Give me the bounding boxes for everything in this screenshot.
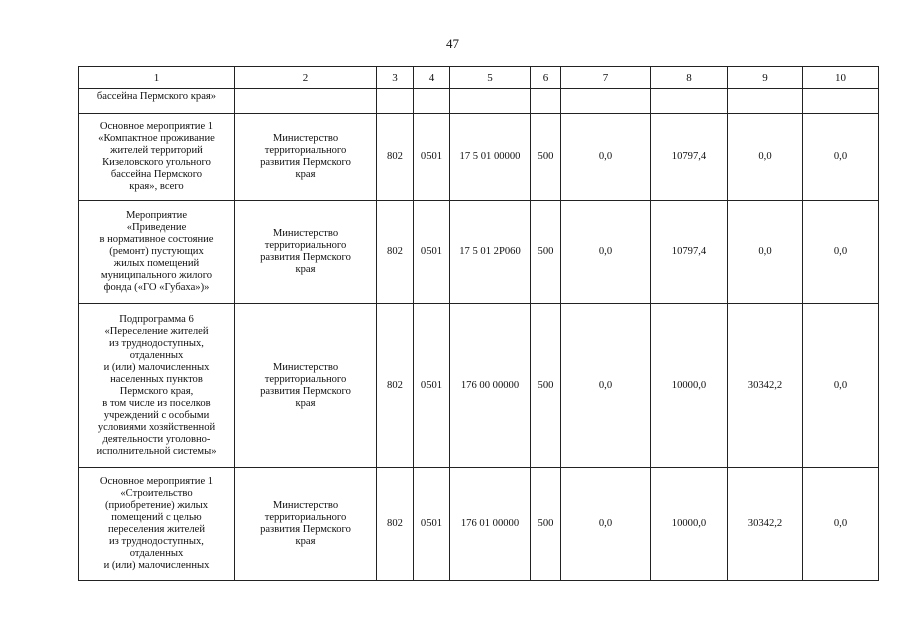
row-executor-cell: Министерство территориального развития Пермского края: [235, 114, 377, 201]
table-row: [79, 304, 879, 468]
budget-table: [78, 66, 879, 581]
table-row: [79, 114, 879, 201]
empty-cell: [561, 89, 651, 114]
header-col-9: 9: [728, 67, 803, 89]
row-value-8-cell: 10000,0: [651, 304, 728, 468]
row-csr-cell: 17 5 01 2Р060: [450, 201, 531, 304]
empty-cell: [728, 89, 803, 114]
row-value-7-cell: 0,0: [561, 304, 651, 468]
empty-cell: [450, 89, 531, 114]
row-section-cell: 0501: [414, 114, 450, 201]
continuation-row: [79, 89, 879, 114]
row-grbs-cell: 802: [377, 201, 414, 304]
row-vr-cell: 500: [531, 468, 561, 581]
header-col-6: 6: [531, 67, 561, 89]
row-executor-cell: Министерство территориального развития Пермского края: [235, 304, 377, 468]
page-number: 47: [446, 36, 459, 51]
row-value-8-cell: 10000,0: [651, 468, 728, 581]
empty-cell: [377, 89, 414, 114]
empty-cell: [803, 89, 879, 114]
header-row: [79, 67, 879, 89]
row-name-cell: Мероприятие «Приведение в нормативное состояние (ремонт) пустующих жилых помещений муниципального жилого фонда («ГО «Губаха»)»: [79, 201, 235, 304]
row-csr-cell: 176 01 00000: [450, 468, 531, 581]
empty-cell: [651, 89, 728, 114]
row-value-10-cell: 0,0: [803, 201, 879, 304]
row-csr-cell: 17 5 01 00000: [450, 114, 531, 201]
empty-cell: [235, 89, 377, 114]
empty-cell: [414, 89, 450, 114]
row-vr-cell: 500: [531, 304, 561, 468]
header-col-4: 4: [414, 67, 450, 89]
row-value-7-cell: 0,0: [561, 201, 651, 304]
row-section-cell: 0501: [414, 304, 450, 468]
row-value-9-cell: 0,0: [728, 114, 803, 201]
row-vr-cell: 500: [531, 114, 561, 201]
row-value-9-cell: 30342,2: [728, 468, 803, 581]
header-col-2: 2: [235, 67, 377, 89]
row-vr-cell: 500: [531, 201, 561, 304]
row-value-9-cell: 0,0: [728, 201, 803, 304]
header-col-3: 3: [377, 67, 414, 89]
row-name-cell: Основное мероприятие 1 «Компактное проживание жителей территорий Кизеловского угольного бассейна Пермского края», всего: [79, 114, 235, 201]
row-executor-cell: Министерство территориального развития Пермского края: [235, 468, 377, 581]
row-value-8-cell: 10797,4: [651, 114, 728, 201]
row-value-10-cell: 0,0: [803, 114, 879, 201]
row-grbs-cell: 802: [377, 304, 414, 468]
header-col-8: 8: [651, 67, 728, 89]
row-value-8-cell: 10797,4: [651, 201, 728, 304]
header-col-7: 7: [561, 67, 651, 89]
row-value-7-cell: 0,0: [561, 468, 651, 581]
row-name-cell: Основное мероприятие 1 «Строительство (приобретение) жилых помещений с целью переселения жителей из труднодоступных, отдаленных и (или) малочисленных: [79, 468, 235, 581]
row-value-9-cell: 30342,2: [728, 304, 803, 468]
row-section-cell: 0501: [414, 468, 450, 581]
row-value-10-cell: 0,0: [803, 304, 879, 468]
continuation-name-cell: бассейна Пермского края»: [79, 89, 235, 114]
row-value-10-cell: 0,0: [803, 468, 879, 581]
row-name-cell: Подпрограмма 6 «Переселение жителей из труднодоступных, отдаленных и (или) малочисленных населенных пунктов Пермского края, в том числе из поселков учреждений с особыми условиями хозяйственной деятельности уголовно- исполнительной системы»: [79, 304, 235, 468]
row-section-cell: 0501: [414, 201, 450, 304]
row-grbs-cell: 802: [377, 468, 414, 581]
header-col-1: 1: [79, 67, 235, 89]
row-csr-cell: 176 00 00000: [450, 304, 531, 468]
header-col-10: 10: [803, 67, 879, 89]
row-executor-cell: Министерство территориального развития Пермского края: [235, 201, 377, 304]
row-value-7-cell: 0,0: [561, 114, 651, 201]
row-grbs-cell: 802: [377, 114, 414, 201]
empty-cell: [531, 89, 561, 114]
table-row: [79, 468, 879, 581]
table-row: [79, 201, 879, 304]
header-col-5: 5: [450, 67, 531, 89]
